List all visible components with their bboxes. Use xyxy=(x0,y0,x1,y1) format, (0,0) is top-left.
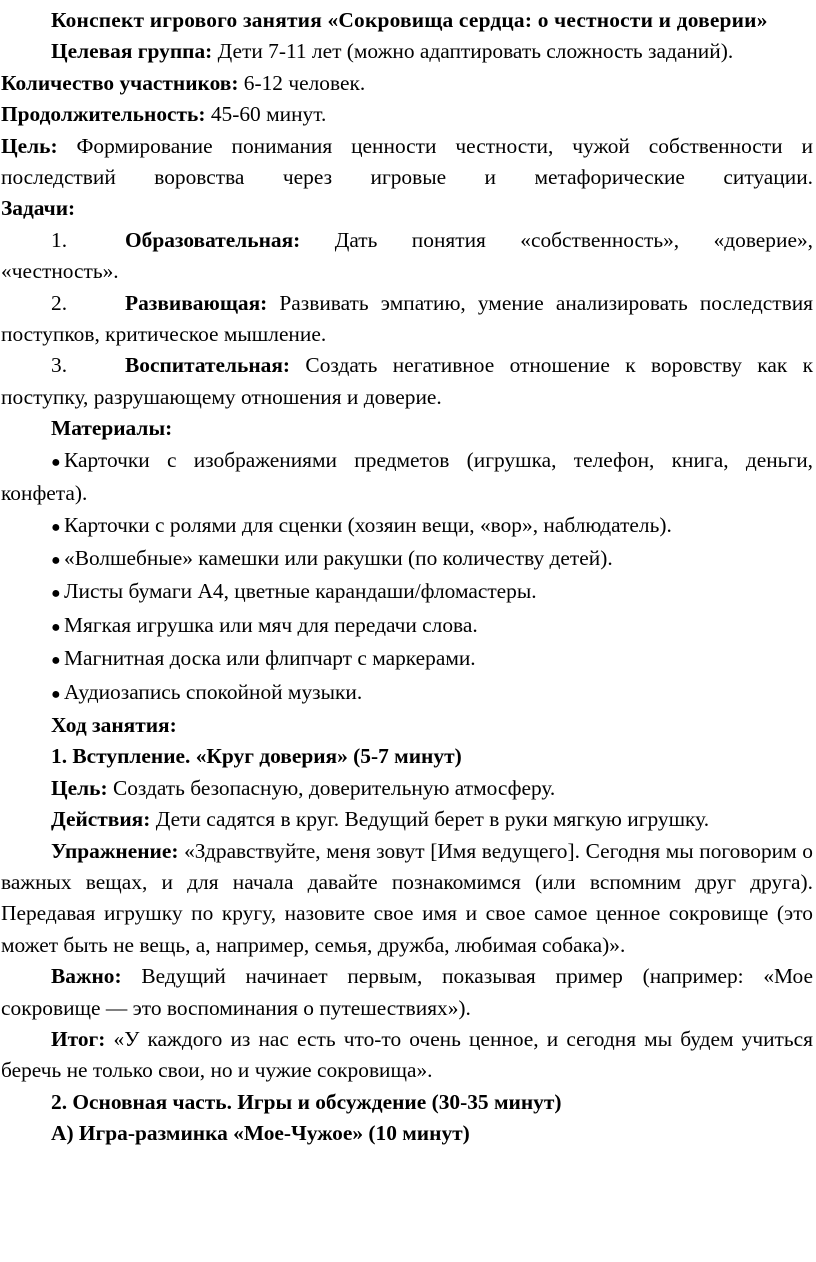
material-item xyxy=(1,445,813,510)
duration-label: Продолжительность: xyxy=(1,102,206,127)
material-text: Аудиозапись спокойной музыки. xyxy=(64,679,363,704)
goal-label: Цель: xyxy=(1,133,58,158)
section1-exercise xyxy=(1,836,813,962)
duration-text: 45-60 минут. xyxy=(210,102,327,127)
section1-result-text: «У каждого из нас есть что-то очень ценное, и сегодня мы будем учиться беречь не только свои, но и чужие сокровища». xyxy=(1,1027,813,1083)
material-text: Карточки с изображениями предметов (игрушка, телефон, книга, деньги, конфета). xyxy=(1,447,813,506)
section1-actions xyxy=(1,804,813,835)
bullet-icon: ● xyxy=(51,585,61,603)
section1-important-label: Важно: xyxy=(51,964,122,989)
task-number: 3. xyxy=(51,353,68,378)
goal-paragraph xyxy=(1,131,813,194)
bullet-icon: ● xyxy=(51,518,61,536)
target-group-label: Целевая группа: xyxy=(51,39,213,64)
tasks-heading: Задачи: xyxy=(1,196,76,221)
course-heading: Ход занятия: xyxy=(51,712,177,737)
task-text: Развивать эмпатию, умение анализировать последствия поступков, критическое мышление. xyxy=(1,290,813,347)
section1-important-text: Ведущий начинает первым, показывая пример (например: «Мое сокровище — это воспоминания о путешествиях»). xyxy=(1,964,813,1020)
goal-text: Формирование понимания ценности честности, чужой собственности и последствий воровства через игровые и метафорические ситуации. xyxy=(1,133,813,190)
section1-actions-text: Дети садятся в круг. Ведущий берет в руки мягкую игрушку. xyxy=(155,807,710,832)
bullet-icon: ● xyxy=(51,618,61,636)
participants-label: Количество участников: xyxy=(1,70,239,95)
duration-paragraph xyxy=(1,99,813,130)
material-item xyxy=(1,543,813,576)
material-item xyxy=(1,510,813,543)
section1-goal-label: Цель: xyxy=(51,775,108,800)
section1-goal xyxy=(1,773,813,804)
material-text: Листы бумаги А4, цветные карандаши/фломастеры. xyxy=(64,579,537,604)
participants-text: 6-12 человек. xyxy=(243,70,366,95)
task-item xyxy=(1,350,813,413)
bullet-icon: ● xyxy=(51,652,61,670)
material-item xyxy=(1,576,813,609)
material-item xyxy=(1,610,813,643)
task-label: Образовательная: xyxy=(125,227,301,252)
section1-title: 1. Вступление. «Круг доверия» (5-7 минут) xyxy=(51,744,462,769)
section1-result xyxy=(1,1024,813,1087)
task-label: Развивающая: xyxy=(125,290,268,315)
bullet-icon: ● xyxy=(51,551,61,569)
section1-actions-label: Действия: xyxy=(51,807,151,832)
task-label: Воспитательная: xyxy=(125,353,291,378)
material-text: Карточки с ролями для сценки (хозяин вещи, «вор», наблюдатель). xyxy=(64,512,672,537)
material-item xyxy=(1,643,813,676)
task-number: 2. xyxy=(51,290,68,315)
section2-subtitle: А) Игра-разминка «Мое-Чужое» (10 минут) xyxy=(51,1121,470,1146)
material-item xyxy=(1,677,813,710)
document-title: Конспект игрового занятия «Сокровища сердца: о честности и доверии» xyxy=(51,8,768,32)
material-text: «Волшебные» камешки или ракушки (по количеству детей). xyxy=(64,545,613,570)
section2-title: 2. Основная часть. Игры и обсуждение (30-35 минут) xyxy=(51,1089,562,1114)
task-text: Создать негативное отношение к воровству как к поступку, разрушающему отношения и доверие. xyxy=(1,353,813,409)
bullet-icon: ● xyxy=(51,685,61,703)
section1-important xyxy=(1,961,813,1024)
task-item xyxy=(1,288,813,351)
target-group-text: Дети 7-11 лет (можно адаптировать сложность заданий). xyxy=(217,39,734,64)
task-text: Дать понятия «собственность», «доверие», «честность». xyxy=(1,227,813,284)
material-text: Магнитная доска или флипчарт с маркерами. xyxy=(64,646,476,671)
section1-exercise-label: Упражнение: xyxy=(51,838,179,863)
task-item xyxy=(1,225,813,288)
task-number: 1. xyxy=(51,227,68,252)
section1-result-label: Итог: xyxy=(51,1027,106,1051)
section1-exercise-text: «Здравствуйте, меня зовут [Имя ведущего]. Сегодня мы поговорим о важных вещах, и для начала давайте познакомимся (или вспомним друг друга). Передавая игрушку по кругу, назовите свое имя и свое самое ценное сокровище (это может быть не вещь, а, например, семья, дружба, любимая собака)». xyxy=(1,838,813,957)
target-group-paragraph xyxy=(1,36,813,67)
participants-paragraph xyxy=(1,68,813,99)
section1-goal-text: Создать безопасную, доверительную атмосферу. xyxy=(112,775,556,800)
bullet-icon: ● xyxy=(51,453,61,471)
materials-heading: Материалы: xyxy=(51,416,173,441)
material-text: Мягкая игрушка или мяч для передачи слова. xyxy=(64,612,478,637)
